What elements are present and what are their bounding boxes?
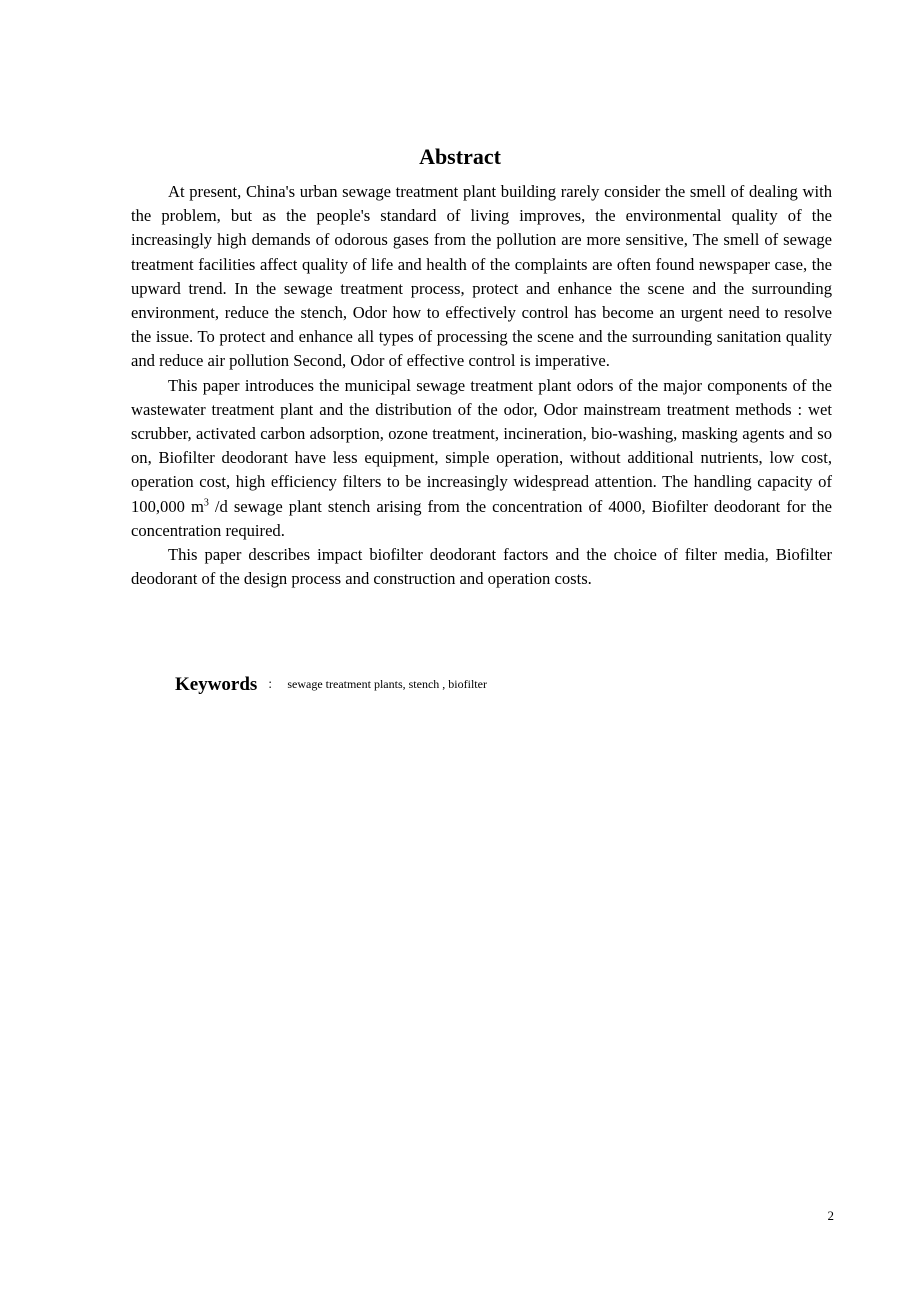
abstract-paragraph-1: At present, China's urban sewage treatment plant building rarely consider the smell of dealing with the problem, but as the people's standard of living improves, the environmental quality of the increasingly high demands of odorous gases from the pollution are more sensitive, The smell of sewage treatment facilities affect quality of life and health of the complaints are often found newspaper case, the upward trend. In the sewage treatment process, protect and enhance the scene and the surrounding environment, reduce the stench, Odor how to effectively control has become an urgent need to resolve the issue. To protect and enhance all types of processing the scene and the surrounding sanitation quality and reduce air pollution Second, Odor of effective control is imperative. xyxy=(131,182,832,371)
page-number: 2 xyxy=(827,1208,834,1223)
keywords-line xyxy=(175,674,487,696)
superscript-exponent: 3 xyxy=(203,497,209,509)
paragraph-2-text-before: This paper introduces the municipal sewage treatment plant odors of the major components of the wastewater treatment plant and the distribution of the odor, Odor mainstream treatment methods : wet scrubber, activated carbon adsorption, ozone treatment, incineration, bio-washing, masking agents and so on, Biofilter deodorant have less equipment, simple operation, without additional nutrients, low cost, operation cost, high efficiency filters to be increasingly widespread attention. The handling capacity of 100,000 m xyxy=(131,375,832,516)
keywords-value: sewage treatment plants, stench , biofilter xyxy=(287,677,487,691)
keywords-separator: ： xyxy=(267,677,280,691)
paragraph-2-text-after: /d sewage plant stench arising from the concentration of 4000, Biofilter deodorant for the concentration required. xyxy=(131,496,832,540)
keywords-label: Keywords xyxy=(175,674,258,695)
abstract-title: Abstract xyxy=(419,144,501,169)
abstract-paragraph-2 xyxy=(131,374,832,543)
abstract-paragraph-3: This paper describes impact biofilter deodorant factors and the choice of filter media, Biofilter deodorant of the design process and construction and operation costs. xyxy=(131,545,832,589)
abstract-body xyxy=(131,180,832,591)
